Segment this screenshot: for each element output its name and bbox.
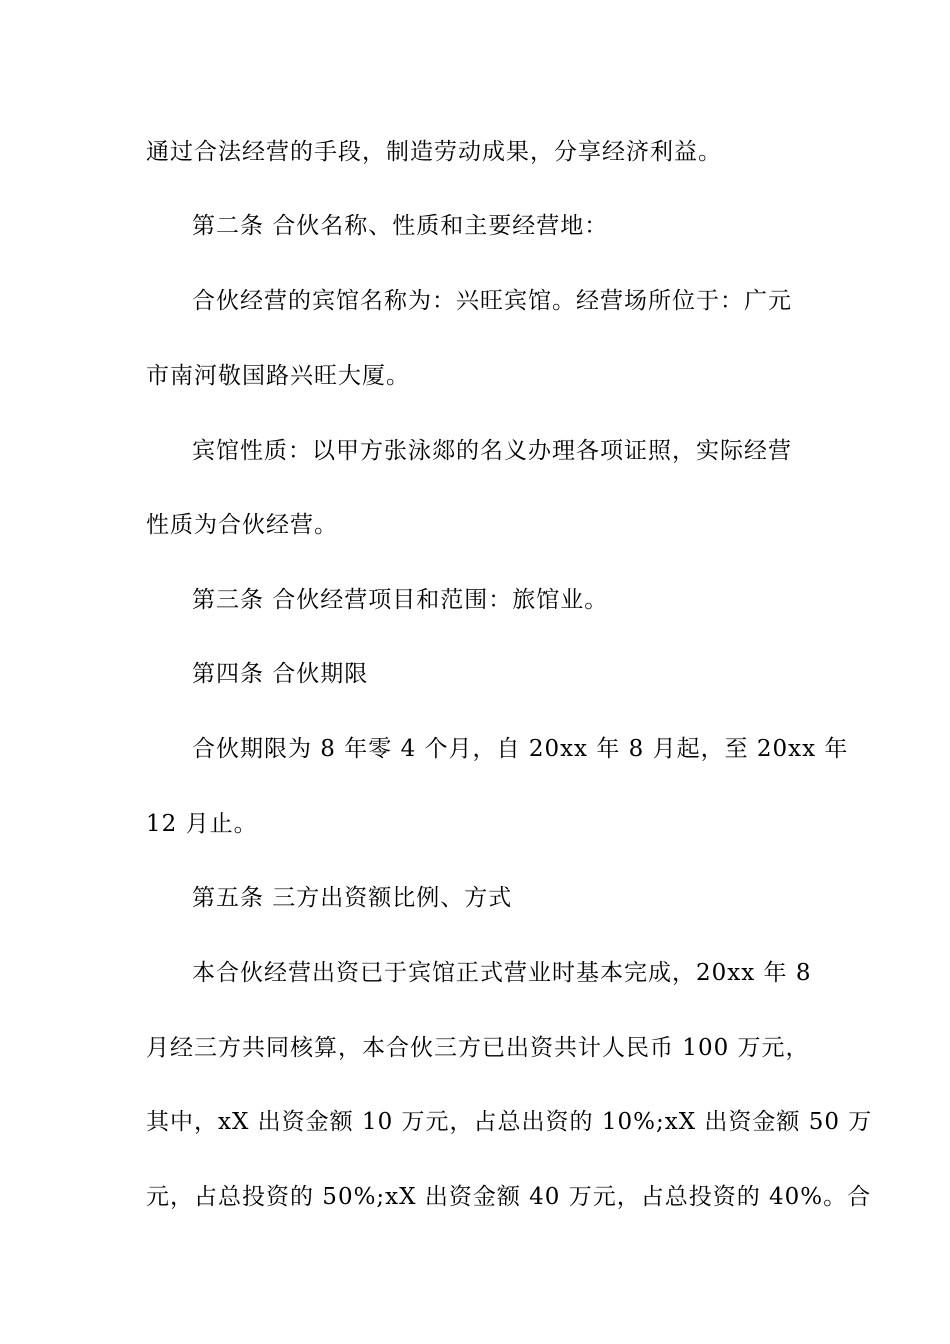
text-line-8: 第四条 合伙期限	[192, 661, 369, 687]
text-line-14: 其中，xX 出资金额 10 万元，占总出资的 10%;xX 出资金额 50 万	[146, 1109, 873, 1135]
text-line-10: 12 月止。	[146, 811, 258, 837]
text-line-6: 性质为合伙经营。	[146, 512, 338, 538]
text-line-7: 第三条 合伙经营项目和范围：旅馆业。	[192, 587, 609, 613]
text-line-3: 合伙经营的宾馆名称为：兴旺宾馆。经营场所位于：广元	[192, 288, 792, 314]
text-line-15: 元，占总投资的 50%;xX 出资金额 40 万元，占总投资的 40%。合	[146, 1184, 872, 1210]
text-line-2: 第二条 合伙名称、性质和主要经营地：	[192, 213, 609, 239]
text-line-9: 合伙期限为 8 年零 4 个月，自 20xx 年 8 月起，至 20xx 年	[192, 736, 849, 762]
text-line-4: 市南河敬国路兴旺大厦。	[146, 363, 410, 389]
text-line-11: 第五条 三方出资额比例、方式	[192, 885, 513, 911]
text-line-13: 月经三方共同核算，本合伙三方已出资共计人民币 100 万元，	[146, 1035, 810, 1061]
text-line-1: 通过合法经营的手段，制造劳动成果，分享经济利益。	[146, 139, 722, 165]
text-line-5: 宾馆性质：以甲方张泳郯的名义办理各项证照，实际经营	[192, 438, 792, 464]
text-line-12: 本合伙经营出资已于宾馆正式营业时基本完成，20xx 年 8	[192, 960, 812, 986]
